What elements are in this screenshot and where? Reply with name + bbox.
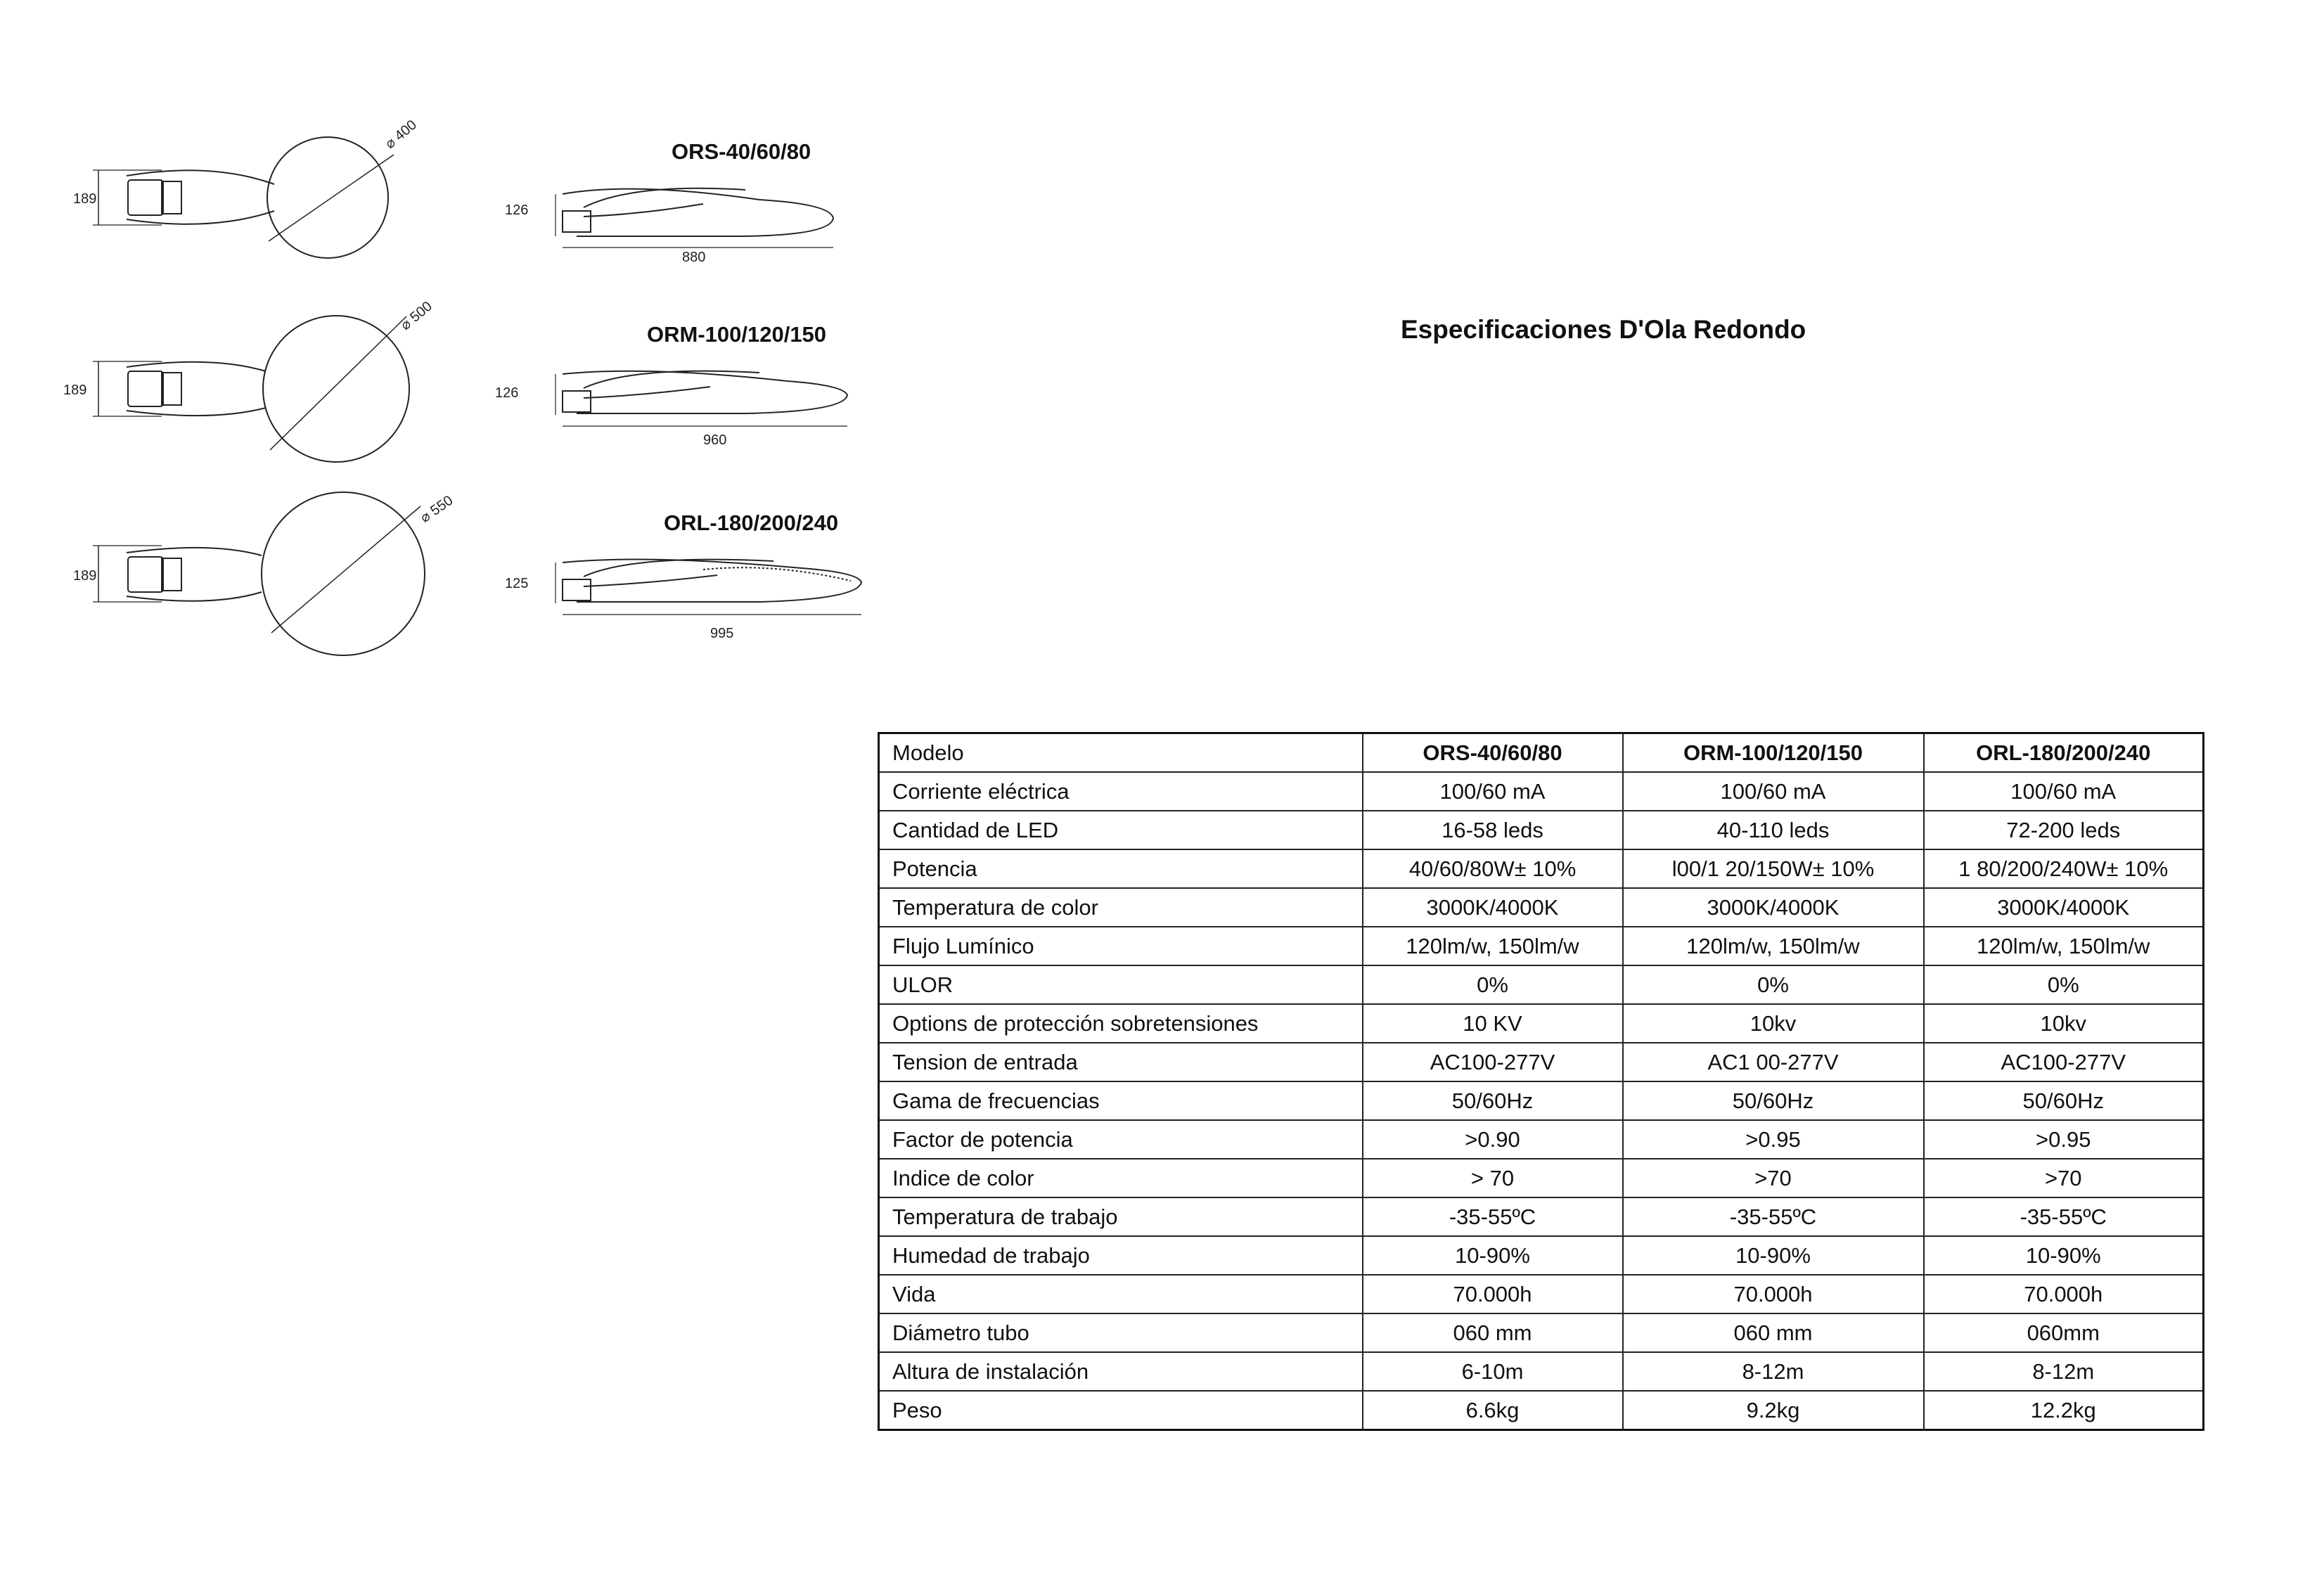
value-cell: 120lm/w, 150lm/w bbox=[1363, 927, 1623, 965]
value-cell: >70 bbox=[1924, 1159, 2204, 1197]
table-row bbox=[879, 1391, 2204, 1430]
value-cell: 40-110 leds bbox=[1623, 811, 1924, 849]
table-header-row bbox=[879, 733, 2204, 773]
header-cell: ORS-40/60/80 bbox=[1363, 733, 1623, 773]
value-cell: 40/60/80W± 10% bbox=[1363, 849, 1623, 888]
value-cell: 50/60Hz bbox=[1924, 1081, 2204, 1120]
top-view-orl bbox=[73, 492, 456, 655]
table-row bbox=[879, 1043, 2204, 1081]
row-label-cell: Indice de color bbox=[879, 1159, 1363, 1197]
row-label-cell: Potencia bbox=[879, 849, 1363, 888]
row-label-cell: Altura de instalación bbox=[879, 1352, 1363, 1391]
value-cell: 8-12m bbox=[1924, 1352, 2204, 1391]
value-cell: 3000K/4000K bbox=[1623, 888, 1924, 927]
top-view-ors bbox=[73, 117, 420, 258]
value-cell: 70.000h bbox=[1924, 1275, 2204, 1313]
value-cell: >70 bbox=[1623, 1159, 1924, 1197]
value-cell: 0% bbox=[1363, 965, 1623, 1004]
value-cell: 100/60 mA bbox=[1623, 772, 1924, 811]
length-label-orm: 960 bbox=[703, 432, 727, 448]
value-cell: 16-58 leds bbox=[1363, 811, 1623, 849]
row-label-cell: Options de protección sobretensiones bbox=[879, 1004, 1363, 1043]
top-width-label-ors: 189 bbox=[73, 191, 97, 207]
value-cell: >0.90 bbox=[1363, 1120, 1623, 1159]
table-row bbox=[879, 772, 2204, 811]
value-cell: AC100-277V bbox=[1924, 1043, 2204, 1081]
value-cell: 70.000h bbox=[1363, 1275, 1623, 1313]
specifications-table bbox=[878, 732, 2204, 1431]
value-cell: l00/1 20/150W± 10% bbox=[1623, 849, 1924, 888]
length-label-orl: 995 bbox=[710, 626, 734, 641]
side-view-orl bbox=[505, 560, 861, 642]
table-row bbox=[879, 811, 2204, 849]
value-cell: 6.6kg bbox=[1363, 1391, 1623, 1430]
row-label-cell: Vida bbox=[879, 1275, 1363, 1313]
value-cell: 0% bbox=[1924, 965, 2204, 1004]
top-width-label-orl: 189 bbox=[73, 568, 97, 584]
row-label-cell: Temperatura de color bbox=[879, 888, 1363, 927]
value-cell: 50/60Hz bbox=[1623, 1081, 1924, 1120]
side-view-ors bbox=[505, 188, 833, 265]
header-cell: ORL-180/200/240 bbox=[1924, 733, 2204, 773]
diameter-label-orm: ⌀ 500 bbox=[397, 298, 435, 334]
row-label-cell: Factor de potencia bbox=[879, 1120, 1363, 1159]
row-label-cell: Flujo Lumínico bbox=[879, 927, 1363, 965]
row-label-cell: Cantidad de LED bbox=[879, 811, 1363, 849]
value-cell: 70.000h bbox=[1623, 1275, 1924, 1313]
table-row bbox=[879, 965, 2204, 1004]
value-cell: 50/60Hz bbox=[1363, 1081, 1623, 1120]
model-title-orm: ORM-100/120/150 bbox=[647, 322, 827, 347]
top-view-orm bbox=[63, 299, 435, 462]
header-cell: ORM-100/120/150 bbox=[1623, 733, 1924, 773]
table-body bbox=[879, 772, 2204, 1430]
value-cell: AC100-277V bbox=[1363, 1043, 1623, 1081]
page-title: Especificaciones D'Ola Redondo bbox=[1401, 315, 1806, 344]
value-cell: 10-90% bbox=[1623, 1236, 1924, 1275]
table-row bbox=[879, 1197, 2204, 1236]
row-label-cell: Temperatura de trabajo bbox=[879, 1197, 1363, 1236]
value-cell: >0.95 bbox=[1924, 1120, 2204, 1159]
row-label-cell: Corriente eléctrica bbox=[879, 772, 1363, 811]
row-label-cell: Peso bbox=[879, 1391, 1363, 1430]
value-cell: 0% bbox=[1623, 965, 1924, 1004]
value-cell: 10kv bbox=[1924, 1004, 2204, 1043]
diameter-label-orl: ⌀ 550 bbox=[417, 492, 456, 526]
table-row bbox=[879, 1236, 2204, 1275]
value-cell: 3000K/4000K bbox=[1924, 888, 2204, 927]
value-cell: AC1 00-277V bbox=[1623, 1043, 1924, 1081]
value-cell: 060 mm bbox=[1363, 1313, 1623, 1352]
value-cell: 100/60 mA bbox=[1924, 772, 2204, 811]
diameter-label-ors: ⌀ 400 bbox=[382, 117, 420, 153]
header-cell: Modelo bbox=[879, 733, 1363, 773]
table-row bbox=[879, 849, 2204, 888]
value-cell: 10 KV bbox=[1363, 1004, 1623, 1043]
row-label-cell: Gama de frecuencias bbox=[879, 1081, 1363, 1120]
side-view-orm bbox=[495, 371, 847, 448]
value-cell: 060mm bbox=[1924, 1313, 2204, 1352]
value-cell: 6-10m bbox=[1363, 1352, 1623, 1391]
value-cell: -35-55ºC bbox=[1623, 1197, 1924, 1236]
value-cell: 8-12m bbox=[1623, 1352, 1924, 1391]
top-width-label-orm: 189 bbox=[63, 383, 87, 398]
table-row bbox=[879, 888, 2204, 927]
value-cell: 10kv bbox=[1623, 1004, 1924, 1043]
table-row bbox=[879, 1275, 2204, 1313]
model-title-ors: ORS-40/60/80 bbox=[672, 139, 811, 164]
technical-drawings bbox=[0, 0, 914, 703]
row-label-cell: Humedad de trabajo bbox=[879, 1236, 1363, 1275]
value-cell: 3000K/4000K bbox=[1363, 888, 1623, 927]
row-label-cell: Diámetro tubo bbox=[879, 1313, 1363, 1352]
row-label-cell: Tension de entrada bbox=[879, 1043, 1363, 1081]
table-row bbox=[879, 927, 2204, 965]
row-label-cell: ULOR bbox=[879, 965, 1363, 1004]
side-height-label-ors: 126 bbox=[505, 203, 529, 218]
table-row bbox=[879, 1352, 2204, 1391]
value-cell: > 70 bbox=[1363, 1159, 1623, 1197]
value-cell: 120lm/w, 150lm/w bbox=[1623, 927, 1924, 965]
table-row bbox=[879, 1081, 2204, 1120]
table-row bbox=[879, 1120, 2204, 1159]
value-cell: >0.95 bbox=[1623, 1120, 1924, 1159]
table-row bbox=[879, 1004, 2204, 1043]
value-cell: 72-200 leds bbox=[1924, 811, 2204, 849]
value-cell: 120lm/w, 150lm/w bbox=[1924, 927, 2204, 965]
value-cell: 100/60 mA bbox=[1363, 772, 1623, 811]
value-cell: 060 mm bbox=[1623, 1313, 1924, 1352]
value-cell: 12.2kg bbox=[1924, 1391, 2204, 1430]
value-cell: -35-55ºC bbox=[1363, 1197, 1623, 1236]
model-title-orl: ORL-180/200/240 bbox=[664, 510, 839, 535]
side-height-label-orl: 125 bbox=[505, 576, 529, 591]
table-row bbox=[879, 1313, 2204, 1352]
value-cell: 1 80/200/240W± 10% bbox=[1924, 849, 2204, 888]
table-row bbox=[879, 1159, 2204, 1197]
length-label-ors: 880 bbox=[682, 250, 706, 265]
side-height-label-orm: 126 bbox=[495, 385, 519, 401]
value-cell: -35-55ºC bbox=[1924, 1197, 2204, 1236]
value-cell: 10-90% bbox=[1363, 1236, 1623, 1275]
value-cell: 10-90% bbox=[1924, 1236, 2204, 1275]
value-cell: 9.2kg bbox=[1623, 1391, 1924, 1430]
